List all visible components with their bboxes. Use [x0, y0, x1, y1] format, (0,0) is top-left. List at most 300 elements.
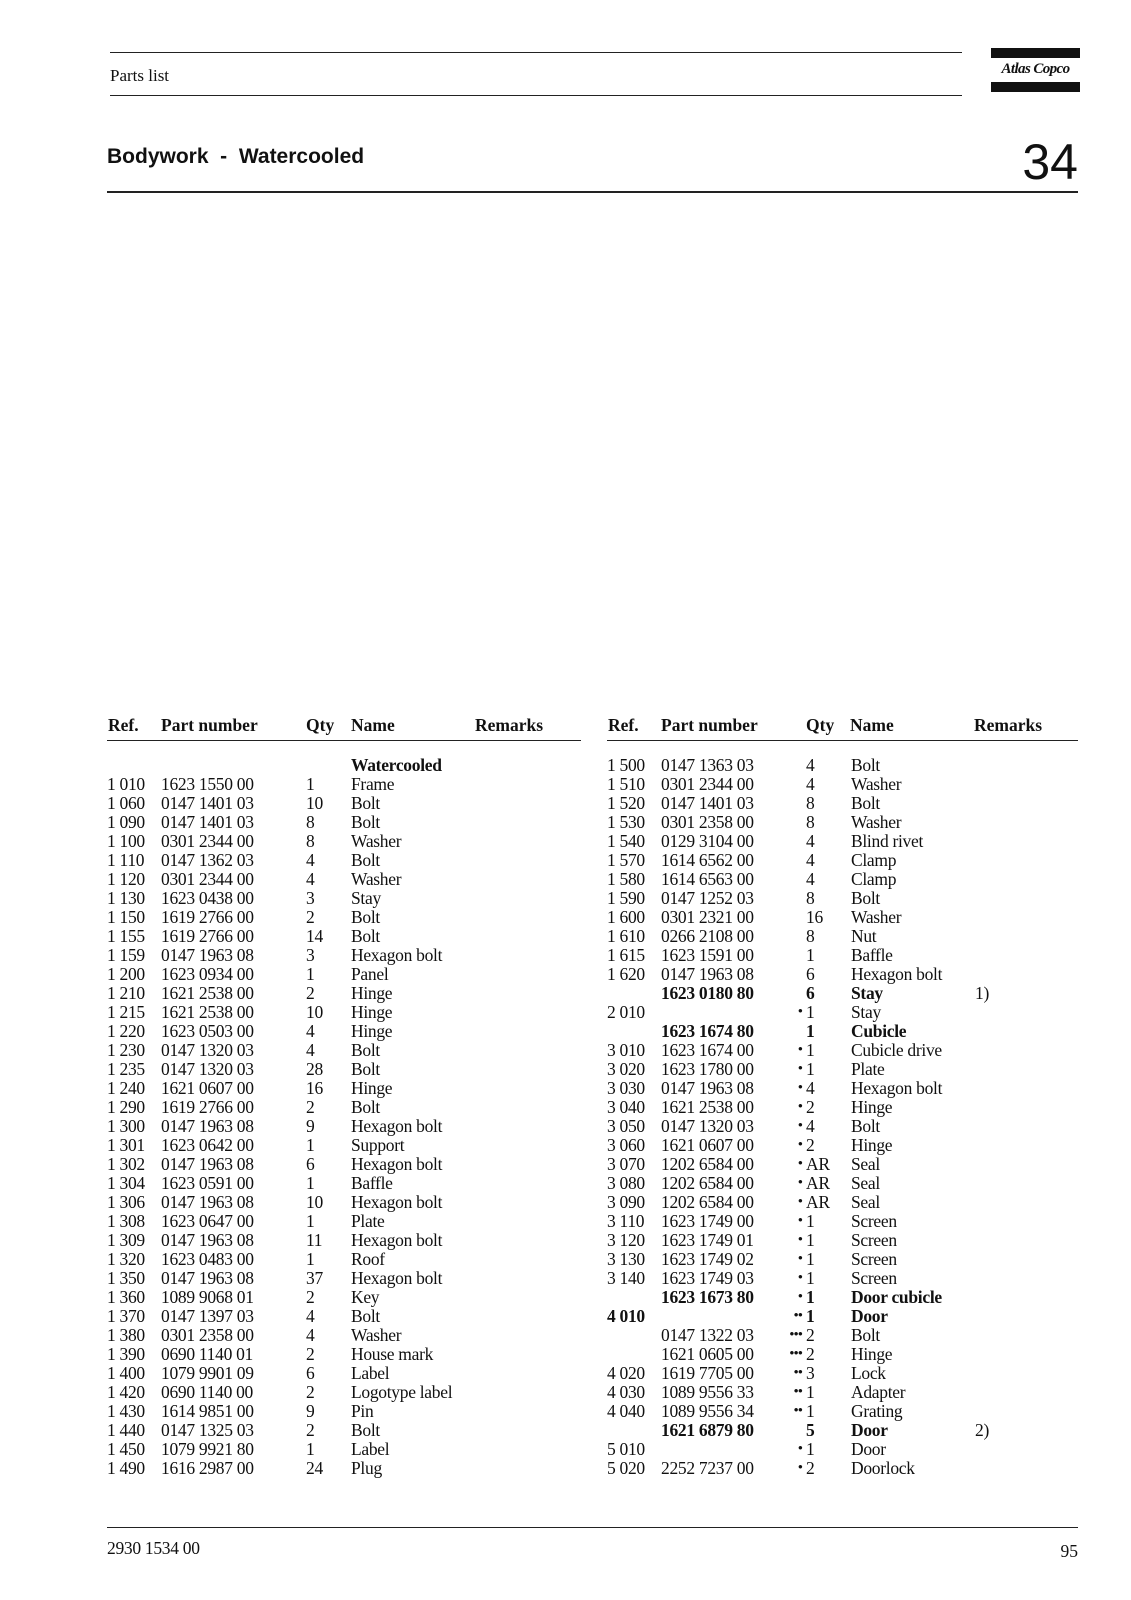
- part-number-cell: 1079 9921 80: [161, 1439, 254, 1459]
- qty-cell: 2: [806, 1458, 815, 1478]
- qty-cell: 16: [806, 907, 823, 927]
- qty-cell: 1: [306, 1249, 315, 1269]
- ref-cell: 4 020: [607, 1363, 645, 1383]
- ref-cell: 3 070: [607, 1154, 645, 1174]
- part-number-cell: 0266 2108 00: [661, 926, 754, 946]
- part-number-cell: 0147 1362 03: [161, 850, 254, 870]
- indent-dots: •: [797, 1118, 802, 1134]
- qty-cell: 1: [806, 1211, 815, 1231]
- name-cell: Bolt: [351, 850, 380, 870]
- col-header-name: Name: [850, 715, 894, 735]
- name-cell: Screen: [851, 1268, 897, 1288]
- part-number-cell: 0147 1320 03: [161, 1059, 254, 1079]
- qty-cell: 2: [306, 1382, 315, 1402]
- name-cell: Bolt: [851, 888, 880, 908]
- qty-cell: 4: [806, 774, 815, 794]
- ref-cell: 1 155: [107, 926, 145, 946]
- qty-cell: 10: [306, 1192, 323, 1212]
- part-number-cell: 0147 1963 08: [661, 964, 754, 984]
- name-cell: Hinge: [351, 1021, 393, 1041]
- col-header-remarks: Remarks: [974, 715, 1043, 735]
- name-cell: Bolt: [351, 1040, 380, 1060]
- indent-dots: •: [797, 1460, 802, 1476]
- part-number-cell: 1623 0503 00: [161, 1021, 254, 1041]
- name-cell: Bolt: [351, 926, 380, 946]
- part-number-cell: 0147 1322 03: [661, 1325, 754, 1345]
- qty-cell: 4: [806, 869, 815, 889]
- ref-cell: 1 230: [107, 1040, 145, 1060]
- name-cell: Washer: [851, 907, 902, 927]
- part-number-cell: 1623 1749 02: [661, 1249, 754, 1269]
- name-cell: Stay: [851, 983, 883, 1003]
- atlas-copco-logo: [991, 48, 1080, 94]
- name-cell: Door cubicle: [851, 1287, 942, 1307]
- indent-dots: ••: [793, 1365, 802, 1381]
- part-number-cell: 0147 1963 08: [161, 1268, 254, 1288]
- name-cell: Bolt: [351, 1306, 380, 1326]
- indent-dots: •: [797, 1213, 802, 1229]
- name-cell: Roof: [351, 1249, 385, 1269]
- ref-cell: 1 060: [107, 793, 145, 813]
- qty-cell: 1: [306, 1211, 315, 1231]
- col-header-ref: Ref.: [108, 715, 139, 735]
- part-number-cell: 1621 6879 80: [661, 1420, 754, 1440]
- part-number-cell: 1621 0605 00: [661, 1344, 754, 1364]
- part-number-cell: 1089 9068 01: [161, 1287, 254, 1307]
- qty-cell: 3: [806, 1363, 815, 1383]
- name-cell: Doorlock: [851, 1458, 915, 1478]
- indent-dots: •: [797, 1289, 802, 1305]
- ref-cell: 1 490: [107, 1458, 145, 1478]
- qty-cell: 8: [806, 812, 815, 832]
- ref-cell: 1 540: [607, 831, 645, 851]
- header-bottom-rule: [110, 95, 962, 96]
- ref-cell: 3 030: [607, 1078, 645, 1098]
- part-number-cell: 1623 0934 00: [161, 964, 254, 984]
- indent-dots: •: [797, 1156, 802, 1172]
- col-header-remarks: Remarks: [475, 715, 544, 735]
- ref-cell: 4 030: [607, 1382, 645, 1402]
- qty-cell: 4: [306, 1325, 315, 1345]
- ref-cell: 1 306: [107, 1192, 145, 1212]
- parts-table-left: [107, 714, 581, 1494]
- qty-cell: 1: [806, 1287, 815, 1307]
- indent-dots: •: [797, 1251, 802, 1267]
- ref-cell: 3 020: [607, 1059, 645, 1079]
- qty-cell: 4: [306, 850, 315, 870]
- part-number-cell: 0147 1397 03: [161, 1306, 254, 1326]
- name-cell: Pin: [351, 1401, 374, 1421]
- qty-cell: 8: [806, 926, 815, 946]
- ref-cell: 1 450: [107, 1439, 145, 1459]
- name-cell: Washer: [351, 869, 402, 889]
- part-number-cell: 1614 6563 00: [661, 869, 754, 889]
- part-number-cell: 1623 0180 80: [661, 983, 754, 1003]
- ref-cell: 1 520: [607, 793, 645, 813]
- part-number-cell: 1079 9901 09: [161, 1363, 254, 1383]
- indent-dots: •: [797, 1042, 802, 1058]
- ref-cell: 1 390: [107, 1344, 145, 1364]
- ref-cell: 1 090: [107, 812, 145, 832]
- indent-dots: •: [797, 1175, 802, 1191]
- qty-cell: 28: [306, 1059, 323, 1079]
- remarks-cell: 2): [975, 1420, 989, 1440]
- qty-cell: 1: [806, 945, 815, 965]
- part-number-cell: 1089 9556 33: [661, 1382, 754, 1402]
- ref-cell: 1 570: [607, 850, 645, 870]
- part-number-cell: 1623 1673 80: [661, 1287, 754, 1307]
- qty-cell: 1: [306, 964, 315, 984]
- indent-dots: •: [797, 1194, 802, 1210]
- name-cell: Hinge: [351, 1002, 393, 1022]
- ref-cell: 1 235: [107, 1059, 145, 1079]
- qty-cell: 1: [306, 774, 315, 794]
- part-number-cell: 1619 7705 00: [661, 1363, 754, 1383]
- part-number-cell: 1616 2987 00: [161, 1458, 254, 1478]
- part-number-cell: 2252 7237 00: [661, 1458, 754, 1478]
- part-number-cell: 1623 0591 00: [161, 1173, 254, 1193]
- qty-cell: 8: [806, 888, 815, 908]
- qty-cell: AR: [806, 1192, 830, 1212]
- part-number-cell: 0147 1320 03: [661, 1116, 754, 1136]
- qty-cell: 1: [806, 1021, 815, 1041]
- name-cell: Bolt: [351, 812, 380, 832]
- qty-cell: 4: [306, 1040, 315, 1060]
- name-cell: Plug: [351, 1458, 382, 1478]
- ref-cell: 1 510: [607, 774, 645, 794]
- part-number-cell: 0129 3104 00: [661, 831, 754, 851]
- name-cell: Blind rivet: [851, 831, 924, 851]
- ref-cell: 1 580: [607, 869, 645, 889]
- name-cell: Door: [851, 1439, 886, 1459]
- ref-cell: 1 210: [107, 983, 145, 1003]
- footer-rule: [107, 1527, 1078, 1528]
- name-cell: Plate: [851, 1059, 885, 1079]
- name-cell: Hinge: [851, 1344, 893, 1364]
- part-number-cell: 0147 1320 03: [161, 1040, 254, 1060]
- ref-cell: 1 610: [607, 926, 645, 946]
- qty-cell: 1: [806, 1059, 815, 1079]
- name-cell: Hinge: [851, 1097, 893, 1117]
- name-cell: Bolt: [351, 1420, 380, 1440]
- name-cell: Baffle: [351, 1173, 393, 1193]
- indent-dots: •: [797, 1004, 802, 1020]
- ref-cell: 1 215: [107, 1002, 145, 1022]
- name-cell: Bolt: [351, 907, 380, 927]
- part-number-cell: 0301 2344 00: [161, 831, 254, 851]
- ref-cell: 1 530: [607, 812, 645, 832]
- name-cell: Screen: [851, 1249, 897, 1269]
- parts-table-right: [607, 714, 1078, 1494]
- qty-cell: 1: [306, 1173, 315, 1193]
- part-number-cell: 1623 1749 03: [661, 1268, 754, 1288]
- ref-cell: 3 010: [607, 1040, 645, 1060]
- name-cell: Clamp: [851, 850, 897, 870]
- part-number-cell: 0301 2321 00: [661, 907, 754, 927]
- name-cell: Hexagon bolt: [351, 945, 443, 965]
- part-number-cell: 1202 6584 00: [661, 1192, 754, 1212]
- header-top-rule: [110, 52, 962, 53]
- ref-cell: 1 420: [107, 1382, 145, 1402]
- name-cell: Cubicle: [851, 1021, 907, 1041]
- name-cell: Door: [851, 1306, 888, 1326]
- indent-dots: •: [797, 1099, 802, 1115]
- qty-cell: 1: [806, 1002, 815, 1022]
- qty-cell: 1: [806, 1439, 815, 1459]
- ref-cell: 3 060: [607, 1135, 645, 1155]
- part-number-cell: 1623 1749 01: [661, 1230, 754, 1250]
- document-number: 2930 1534 00: [107, 1538, 200, 1558]
- remarks-cell: 1): [975, 983, 989, 1003]
- part-number-cell: 1623 0438 00: [161, 888, 254, 908]
- qty-cell: 11: [306, 1230, 323, 1250]
- name-cell: Screen: [851, 1230, 897, 1250]
- indent-dots: •••: [789, 1346, 802, 1362]
- qty-cell: 14: [306, 926, 323, 946]
- part-number-cell: 0147 1963 08: [161, 1192, 254, 1212]
- part-number-cell: 1619 2766 00: [161, 1097, 254, 1117]
- title-rule: [107, 191, 1078, 193]
- name-cell: Bolt: [851, 755, 880, 775]
- qty-cell: 10: [306, 1002, 323, 1022]
- qty-cell: 2: [306, 1097, 315, 1117]
- part-number-cell: 0147 1252 03: [661, 888, 754, 908]
- name-cell: Grating: [851, 1401, 903, 1421]
- ref-cell: 1 200: [107, 964, 145, 984]
- part-number-cell: 0301 2358 00: [661, 812, 754, 832]
- name-cell: Washer: [851, 812, 902, 832]
- part-number-cell: 0147 1963 08: [661, 1078, 754, 1098]
- ref-cell: 1 380: [107, 1325, 145, 1345]
- name-cell: Bolt: [351, 793, 380, 813]
- ref-cell: 1 010: [107, 774, 145, 794]
- part-number-cell: 0147 1963 08: [161, 1116, 254, 1136]
- ref-cell: 3 130: [607, 1249, 645, 1269]
- col-header-name: Name: [351, 715, 395, 735]
- name-cell: Cubicle drive: [851, 1040, 942, 1060]
- qty-cell: 8: [306, 812, 315, 832]
- qty-cell: 24: [306, 1458, 323, 1478]
- logo-bottom-bar: [991, 82, 1080, 92]
- name-cell: Baffle: [851, 945, 893, 965]
- qty-cell: 2: [306, 983, 315, 1003]
- name-cell: Hexagon bolt: [351, 1230, 443, 1250]
- ref-cell: 1 430: [107, 1401, 145, 1421]
- qty-cell: 4: [806, 755, 815, 775]
- ref-cell: 1 150: [107, 907, 145, 927]
- qty-cell: 1: [306, 1439, 315, 1459]
- qty-cell: 5: [806, 1420, 815, 1440]
- ref-cell: 1 400: [107, 1363, 145, 1383]
- ref-cell: 3 080: [607, 1173, 645, 1193]
- ref-cell: 1 130: [107, 888, 145, 908]
- ref-cell: 1 500: [607, 755, 645, 775]
- qty-cell: 4: [306, 1021, 315, 1041]
- qty-cell: 4: [306, 1306, 315, 1326]
- part-number-cell: 1089 9556 34: [661, 1401, 754, 1421]
- ref-cell: 5 010: [607, 1439, 645, 1459]
- part-number-cell: 1623 0642 00: [161, 1135, 254, 1155]
- name-cell: Watercooled: [351, 755, 442, 775]
- name-cell: Hexagon bolt: [351, 1268, 443, 1288]
- indent-dots: ••: [793, 1403, 802, 1419]
- part-number-cell: 0301 2344 00: [661, 774, 754, 794]
- ref-cell: 1 440: [107, 1420, 145, 1440]
- name-cell: Lock: [851, 1363, 886, 1383]
- ref-cell: 1 120: [107, 869, 145, 889]
- name-cell: Hexagon bolt: [351, 1154, 443, 1174]
- logo-wordmark: Atlas Copco: [1001, 61, 1070, 77]
- name-cell: Panel: [351, 964, 389, 984]
- table-header-rule: [607, 740, 1078, 741]
- qty-cell: 4: [806, 831, 815, 851]
- name-cell: Seal: [851, 1154, 880, 1174]
- qty-cell: 8: [806, 793, 815, 813]
- ref-cell: 3 140: [607, 1268, 645, 1288]
- ref-cell: 2 010: [607, 1002, 645, 1022]
- name-cell: Label: [351, 1363, 390, 1383]
- qty-cell: 4: [306, 869, 315, 889]
- ref-cell: 1 320: [107, 1249, 145, 1269]
- part-number-cell: 1614 9851 00: [161, 1401, 254, 1421]
- col-header-qty: Qty: [306, 715, 335, 735]
- ref-cell: 3 090: [607, 1192, 645, 1212]
- ref-cell: 1 100: [107, 831, 145, 851]
- part-number-cell: 1619 2766 00: [161, 907, 254, 927]
- part-number-cell: 1621 0607 00: [661, 1135, 754, 1155]
- part-number-cell: 1623 1550 00: [161, 774, 254, 794]
- name-cell: Logotype label: [351, 1382, 453, 1402]
- name-cell: Nut: [851, 926, 877, 946]
- part-number-cell: 1623 0483 00: [161, 1249, 254, 1269]
- ref-cell: 4 040: [607, 1401, 645, 1421]
- name-cell: Support: [351, 1135, 405, 1155]
- ref-cell: 1 110: [107, 850, 145, 870]
- name-cell: Bolt: [851, 793, 880, 813]
- name-cell: Adapter: [851, 1382, 906, 1402]
- name-cell: Washer: [351, 831, 402, 851]
- ref-cell: 1 301: [107, 1135, 145, 1155]
- part-number-cell: 0147 1401 03: [161, 812, 254, 832]
- indent-dots: •: [797, 1080, 802, 1096]
- part-number-cell: 0301 2344 00: [161, 869, 254, 889]
- qty-cell: 2: [806, 1325, 815, 1345]
- qty-cell: 2: [806, 1097, 815, 1117]
- qty-cell: 3: [306, 888, 315, 908]
- name-cell: Label: [351, 1439, 390, 1459]
- ref-cell: 1 300: [107, 1116, 145, 1136]
- ref-cell: 1 350: [107, 1268, 145, 1288]
- qty-cell: 6: [306, 1154, 315, 1174]
- qty-cell: 1: [806, 1249, 815, 1269]
- qty-cell: 9: [306, 1116, 315, 1136]
- part-number-cell: 1202 6584 00: [661, 1173, 754, 1193]
- part-number-cell: 0147 1963 08: [161, 1230, 254, 1250]
- table-header-rule: [107, 740, 581, 741]
- name-cell: Clamp: [851, 869, 897, 889]
- qty-cell: 6: [806, 983, 815, 1003]
- qty-cell: 9: [306, 1401, 315, 1421]
- qty-cell: AR: [806, 1173, 830, 1193]
- part-number-cell: 0147 1963 08: [161, 945, 254, 965]
- part-number-cell: 1621 2538 00: [161, 983, 254, 1003]
- ref-cell: 1 620: [607, 964, 645, 984]
- name-cell: Hexagon bolt: [851, 1078, 943, 1098]
- qty-cell: 1: [806, 1268, 815, 1288]
- ref-cell: 1 360: [107, 1287, 145, 1307]
- qty-cell: 1: [806, 1230, 815, 1250]
- name-cell: Bolt: [351, 1059, 380, 1079]
- name-cell: Plate: [351, 1211, 385, 1231]
- section-label: Parts list: [110, 66, 170, 85]
- col-header-qty: Qty: [806, 715, 835, 735]
- qty-cell: 2: [306, 1344, 315, 1364]
- page-title: Bodywork - Watercooled: [107, 145, 365, 168]
- ref-cell: 1 240: [107, 1078, 145, 1098]
- qty-cell: 10: [306, 793, 323, 813]
- ref-cell: 3 110: [607, 1211, 645, 1231]
- qty-cell: 16: [306, 1078, 323, 1098]
- part-number-cell: 1623 1674 80: [661, 1021, 754, 1041]
- ref-cell: 1 220: [107, 1021, 145, 1041]
- part-number-cell: 0147 1401 03: [161, 793, 254, 813]
- part-number-cell: 1623 1674 00: [661, 1040, 754, 1060]
- qty-cell: 2: [806, 1344, 815, 1364]
- name-cell: Stay: [851, 1002, 881, 1022]
- indent-dots: ••: [793, 1384, 802, 1400]
- chapter-number: 34: [1022, 134, 1078, 190]
- name-cell: Frame: [351, 774, 395, 794]
- qty-cell: 4: [806, 850, 815, 870]
- qty-cell: 4: [806, 1116, 815, 1136]
- qty-cell: 2: [306, 907, 315, 927]
- qty-cell: 2: [806, 1135, 815, 1155]
- ref-cell: 1 590: [607, 888, 645, 908]
- qty-cell: 1: [806, 1306, 815, 1326]
- indent-dots: •: [797, 1232, 802, 1248]
- name-cell: Hexagon bolt: [351, 1192, 443, 1212]
- qty-cell: 4: [806, 1078, 815, 1098]
- name-cell: Stay: [351, 888, 381, 908]
- ref-cell: 1 615: [607, 945, 645, 965]
- logo-top-bar: [991, 48, 1080, 58]
- part-number-cell: 1619 2766 00: [161, 926, 254, 946]
- ref-cell: 1 308: [107, 1211, 145, 1231]
- ref-cell: 1 304: [107, 1173, 145, 1193]
- qty-cell: 3: [306, 945, 315, 965]
- ref-cell: 3 050: [607, 1116, 645, 1136]
- name-cell: Door: [851, 1420, 888, 1440]
- name-cell: Bolt: [851, 1116, 880, 1136]
- part-number-cell: 0301 2358 00: [161, 1325, 254, 1345]
- indent-dots: ••: [793, 1308, 802, 1324]
- ref-cell: 3 040: [607, 1097, 645, 1117]
- name-cell: Hexagon bolt: [351, 1116, 443, 1136]
- qty-cell: 37: [306, 1268, 323, 1288]
- col-header-part-number: Part number: [661, 715, 758, 735]
- ref-cell: 3 120: [607, 1230, 645, 1250]
- page-number: 95: [1060, 1541, 1078, 1561]
- part-number-cell: 1623 1780 00: [661, 1059, 754, 1079]
- qty-cell: 1: [806, 1040, 815, 1060]
- name-cell: Washer: [851, 774, 902, 794]
- col-header-part-number: Part number: [161, 715, 258, 735]
- ref-cell: 1 370: [107, 1306, 145, 1326]
- name-cell: Seal: [851, 1173, 880, 1193]
- indent-dots: •: [797, 1061, 802, 1077]
- qty-cell: 6: [306, 1363, 315, 1383]
- name-cell: Screen: [851, 1211, 897, 1231]
